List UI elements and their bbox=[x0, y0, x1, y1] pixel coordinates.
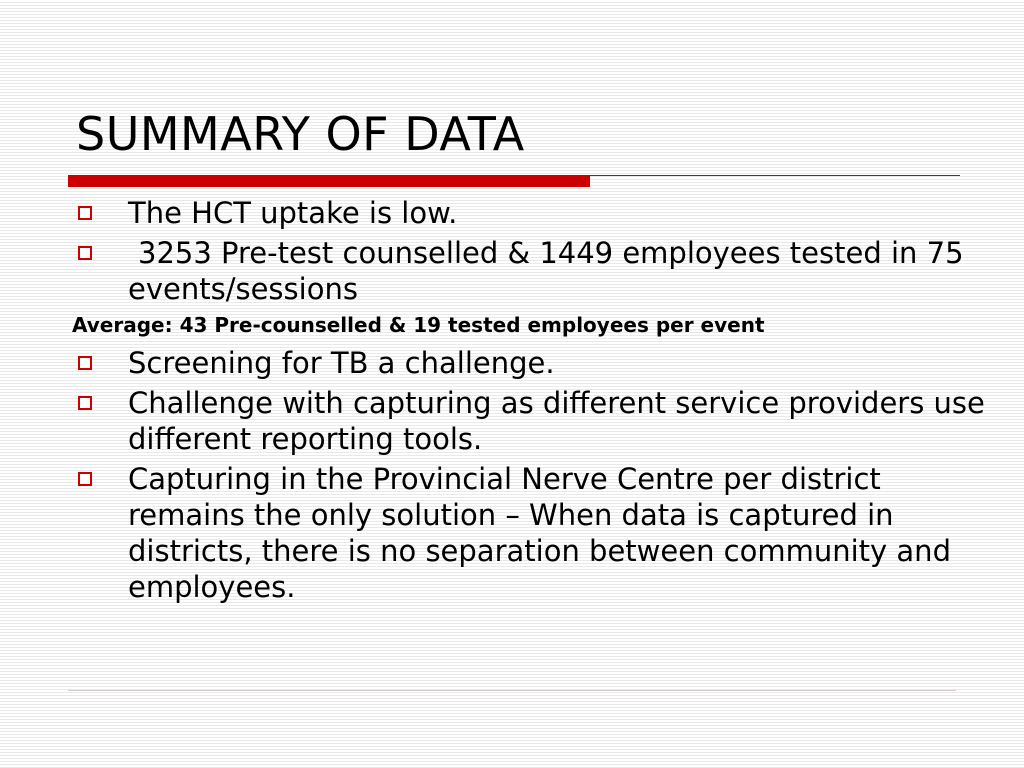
bullet-item bbox=[76, 235, 996, 307]
hollow-square-icon bbox=[78, 472, 92, 486]
slide-content bbox=[72, 195, 996, 609]
bullet-item bbox=[76, 195, 996, 231]
bullet-item bbox=[76, 345, 996, 381]
hollow-square-icon bbox=[78, 206, 92, 220]
footer-divider bbox=[68, 690, 956, 691]
bullet-text: 3253 Pre-test counselled & 1449 employees tested in 75 events/sessions bbox=[128, 236, 964, 306]
title-underline-thin bbox=[590, 175, 960, 176]
hollow-square-icon bbox=[78, 246, 92, 260]
bullet-item bbox=[76, 461, 996, 605]
bullet-item bbox=[76, 385, 996, 457]
title-underline-thick bbox=[68, 175, 590, 187]
bullet-text: Challenge with capturing as different service providers use different reporting tools. bbox=[128, 386, 985, 456]
slide-title: SUMMARY OF DATA bbox=[76, 107, 525, 161]
bullet-text: Screening for TB a challenge. bbox=[128, 346, 555, 380]
average-note: Average: 43 Pre-counselled & 19 tested employees per event bbox=[72, 313, 765, 337]
bullet-text: The HCT uptake is low. bbox=[128, 196, 458, 230]
hollow-square-icon bbox=[78, 356, 92, 370]
hollow-square-icon bbox=[78, 396, 92, 410]
bullet-text: Capturing in the Provincial Nerve Centre per district remains the only solution – When data is captured in districts, there is no separation between community and employees. bbox=[128, 462, 951, 604]
